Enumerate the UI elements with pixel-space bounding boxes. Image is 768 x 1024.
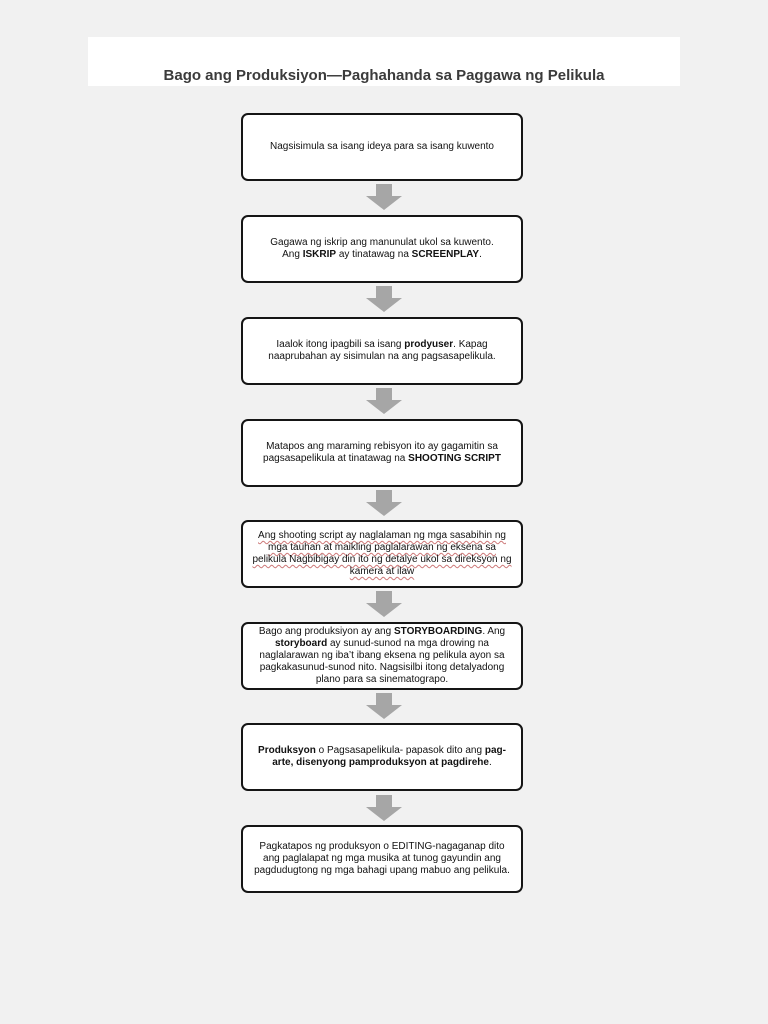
- flow-step-3-term-prodyuser: prodyuser: [404, 339, 454, 350]
- flow-step-7-term-list: pag-arte, disenyong pamproduksyon at pagdirehe: [272, 745, 506, 768]
- flow-step-6: [241, 622, 523, 690]
- flow-step-7-text-part: .: [488, 757, 492, 768]
- flow-step-4: [241, 419, 523, 487]
- down-arrow-icon: [366, 184, 402, 210]
- flow-step-3-text-part: . Kapag naaprubahan ay sisimulan na ang pagsasapelikula.: [268, 339, 496, 362]
- flow-step-6-text: [251, 626, 513, 686]
- flow-step-5: [241, 520, 523, 588]
- flow-step-2: [241, 215, 523, 283]
- flow-step-6-term-storyboarding: STORYBOARDING: [393, 626, 483, 637]
- down-arrow-icon: [366, 591, 402, 617]
- flow-step-2-term-iskrip: ISKRIP: [302, 249, 337, 260]
- flow-step-4-term-shooting-script: SHOOTING SCRIPT: [408, 453, 501, 464]
- flow-step-6-text-part: . Ang: [482, 626, 506, 637]
- flow-step-1: [241, 113, 523, 181]
- flow-step-7-text: [251, 745, 513, 769]
- flow-step-2-text: [270, 237, 493, 261]
- flow-step-1-text: Nagsisimula sa isang ideya para sa isang kuwento: [269, 141, 494, 152]
- flow-step-4-text: [251, 441, 513, 465]
- flow-step-6-text-part: ay sunud-sunod na mga drowing na naglalarawan ng iba’t ibang eksena ng pelikula ayon sa pagkakasunud-sunod nito. Nagsisilbi itong detalyadong plano para sa sinematograpo.: [259, 638, 505, 685]
- flow-step-6-text-part: Bago ang produksiyon ay ang: [258, 626, 394, 637]
- flow-step-8: [241, 825, 523, 893]
- flow-step-2-line1: Gagawa ng iskrip ang manunulat ukol sa kuwento.: [270, 237, 494, 248]
- down-arrow-icon: [366, 490, 402, 516]
- down-arrow-icon: [366, 388, 402, 414]
- down-arrow-icon: [366, 795, 402, 821]
- flow-step-7: [241, 723, 523, 791]
- flow-step-2-text-part: Ang: [282, 249, 303, 260]
- flow-step-2-text-part: ay tinatawag na: [336, 249, 412, 260]
- page-title: Bago ang Produksiyon—Paghahanda sa Paggawa ng Pelikula: [163, 67, 605, 84]
- flow-step-2-term-screenplay: SCREENPLAY: [411, 249, 480, 260]
- flow-step-3-text-part: Iaalok itong ipagbili sa isang: [276, 339, 405, 350]
- flow-step-7-text-part: o Pagsasapelikula- papasok dito ang: [315, 745, 485, 756]
- down-arrow-icon: [366, 693, 402, 719]
- flow-step-3-text: [251, 339, 513, 363]
- flow-step-4-text-part: Matapos ang maraming rebisyon ito ay gagamitin sa pagsasapelikula at tinatawag na: [263, 441, 498, 464]
- flow-step-5-text: Ang shooting script ay naglalaman ng mga sasabihin ng mga tauhan at maikling paglalarawan ng eksena sa pelikula Nagbibigay din ito ng detalye ukol sa direksyon ng kamera at ilaw: [252, 530, 512, 577]
- flow-step-6-term-storyboard: storyboard: [274, 638, 328, 649]
- flow-step-2-text-part: .: [479, 249, 482, 260]
- flow-step-8-text: Pagkatapos ng produksyon o EDITING-nagaganap dito ang paglalapat ng mga musika at tunog gayundin ang pagdudugtong ng mga bahagi upang mabuo ang pelikula.: [254, 841, 510, 876]
- flow-step-3: [241, 317, 523, 385]
- down-arrow-icon: [366, 286, 402, 312]
- flow-step-7-term-produksyon: Produksyon: [258, 745, 316, 756]
